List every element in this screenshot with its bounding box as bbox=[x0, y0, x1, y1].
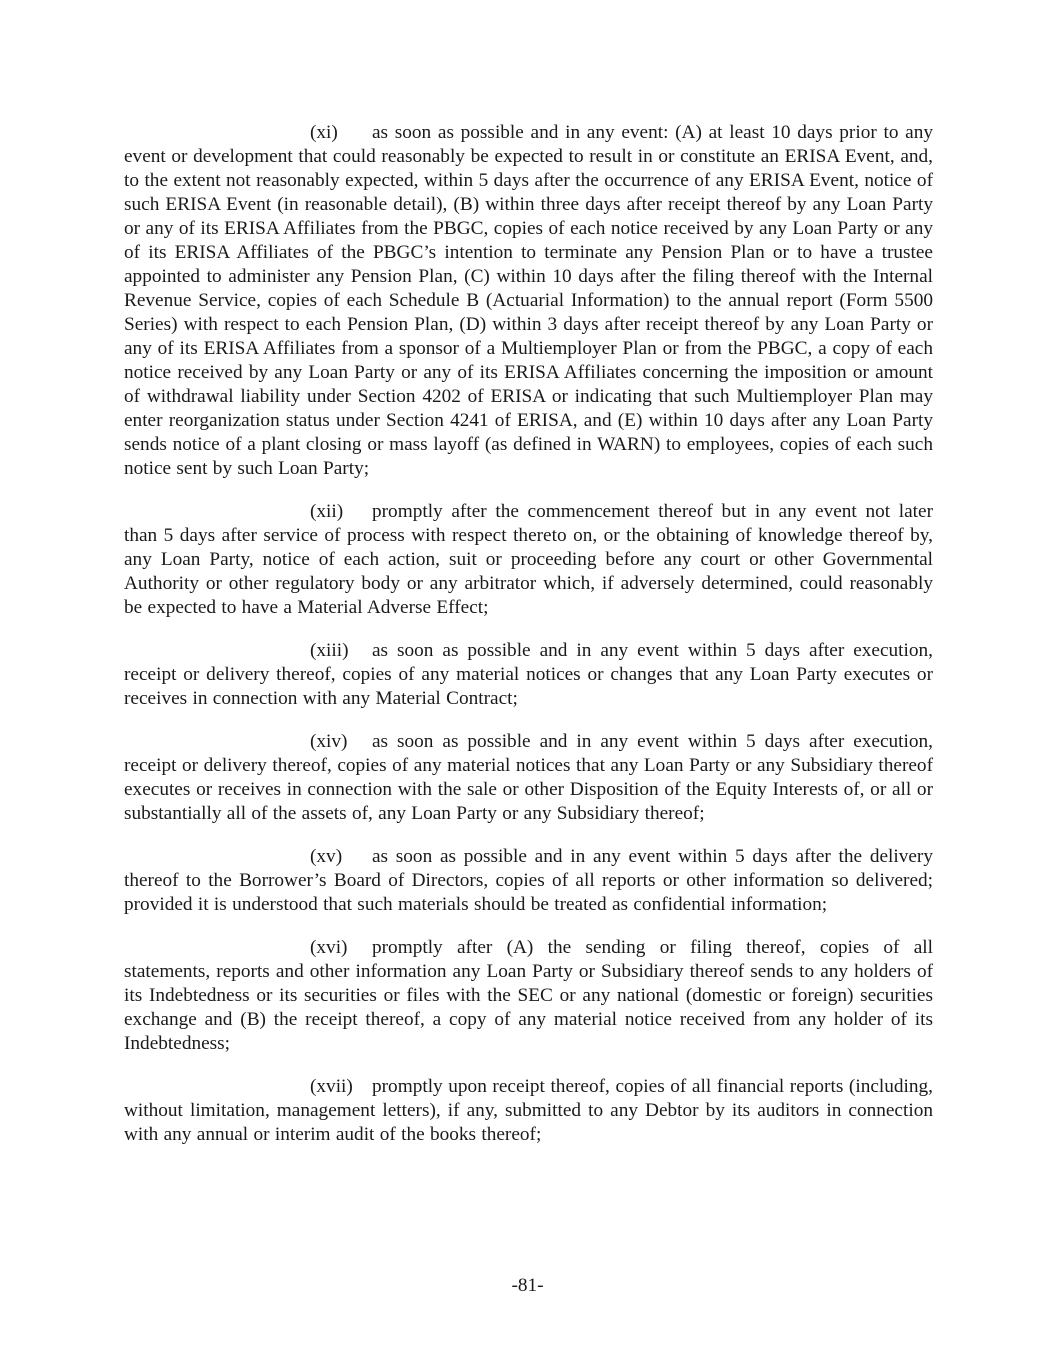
paragraph-xiii bbox=[124, 639, 933, 711]
document-body bbox=[124, 121, 933, 1166]
paragraph-xv bbox=[124, 845, 933, 917]
paragraph-text: promptly upon receipt thereof, copies of all financial reports (including, without limitation, management letters), if any, submitted to any Debtor by its auditors in connection with any annual or interim audit of the books thereof; bbox=[124, 1076, 933, 1145]
paragraph-label: (xi) bbox=[310, 122, 338, 143]
paragraph-xi bbox=[124, 121, 933, 481]
paragraph-label: (xiv) bbox=[310, 731, 348, 752]
paragraph-label: (xvii) bbox=[310, 1076, 353, 1097]
paragraph-text: as soon as possible and in any event within 5 days after the delivery thereof to the Borrower’s Board of Directors, copies of all reports or other information so delivered; provided it is understood that such materials should be treated as confidential information; bbox=[124, 846, 933, 915]
paragraph-text: as soon as possible and in any event within 5 days after execution, receipt or delivery thereof, copies of any material notices that any Loan Party or any Subsidiary thereof executes or receives in connection with the sale or other Disposition of the Equity Interests of, or all or substantially all of the assets of, any Loan Party or any Subsidiary thereof; bbox=[124, 731, 933, 824]
page-number: -81- bbox=[511, 1275, 544, 1296]
paragraph-xvi bbox=[124, 936, 933, 1056]
paragraph-text: as soon as possible and in any event within 5 days after execution, receipt or delivery thereof, copies of any material notices or changes that any Loan Party executes or receives in connection with any Material Contract; bbox=[124, 640, 933, 709]
paragraph-label: (xii) bbox=[310, 501, 344, 522]
paragraph-text: as soon as possible and in any event: (A) at least 10 days prior to any event or development that could reasonably be expected to result in or constitute an ERISA Event, and, to the extent not reasonably expected, within 5 days after the occurrence of any ERISA Event, notice of such ERISA Event (in reasonable detail), (B) within three days after receipt thereof by any Loan Party or any of its ERISA Affiliates from the PBGC, copies of each notice received by any Loan Party or any of its ERISA Affiliates of the PBGC’s intention to terminate any Pension Plan or to have a trustee appointed to administer any Pension Plan, (C) within 10 days after the filing thereof with the Internal Revenue Service, copies of each Schedule B (Actuarial Information) to the annual report (Form 5500 Series) with respect to each Pension Plan, (D) within 3 days after receipt thereof by any Loan Party or any of its ERISA Affiliates from a sponsor of a Multiemployer Plan or from the PBGC, a copy of each notice received by any Loan Party or any of its ERISA Affiliates concerning the imposition or amount of withdrawal liability under Section 4202 of ERISA or indicating that such Multiemployer Plan may enter reorganization status under Section 4241 of ERISA, and (E) within 10 days after any Loan Party sends notice of a plant closing or mass layoff (as defined in WARN) to employees, copies of each such notice sent by such Loan Party; bbox=[124, 122, 933, 479]
paragraph-text: promptly after the commencement thereof but in any event not later than 5 days after service of process with respect thereto on, or the obtaining of knowledge thereof by, any Loan Party, notice of each action, suit or proceeding before any court or other Governmental Authority or other regulatory body or any arbitrator which, if adversely determined, could reasonably be expected to have a Material Adverse Effect; bbox=[124, 501, 933, 618]
paragraph-text: promptly after (A) the sending or filing thereof, copies of all statements, reports and other information any Loan Party or Subsidiary thereof sends to any holders of its Indebtedness or its securities or files with the SEC or any national (domestic or foreign) securities exchange and (B) the receipt thereof, a copy of any material notice received from any holder of its Indebtedness; bbox=[124, 937, 933, 1054]
paragraph-xii bbox=[124, 500, 933, 620]
paragraph-label: (xvi) bbox=[310, 937, 348, 958]
paragraph-label: (xiii) bbox=[310, 640, 349, 661]
paragraph-xiv bbox=[124, 730, 933, 826]
paragraph-label: (xv) bbox=[310, 846, 343, 867]
paragraph-xvii bbox=[124, 1075, 933, 1147]
